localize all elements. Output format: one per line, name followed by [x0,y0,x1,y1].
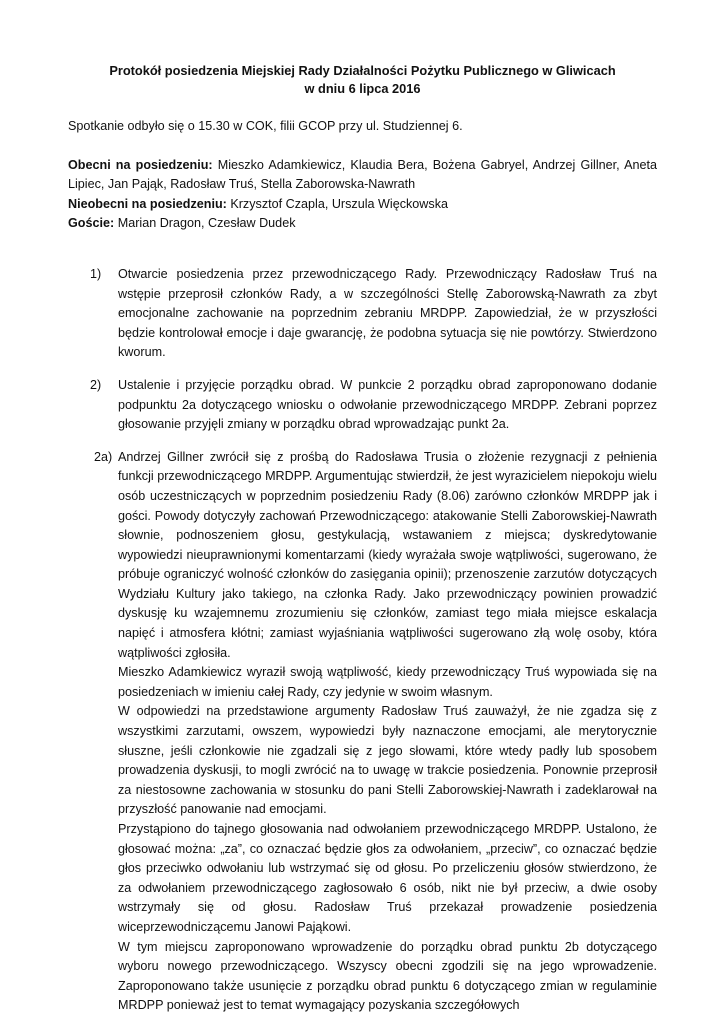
item-paragraph: W tym miejscu zaproponowano wprowadzenie do porządku obrad punktu 2b dotyczącego wyboru nowego przewodniczącego. Wszyscy obecni zgodzili się na jego wprowadzenie. Zaproponowano także usunięcie z porządku obrad punktu 6 dotyczącego zmian w regulaminie MRDPP ponieważ jest to temat wymagający pozyskania szczegółowych [118,939,657,1013]
item-paragraph: Andrzej Gillner zwrócił się z prośbą do Radosława Trusia o złożenie rezygnacji z pełnienia funkcji przewodniczącego MRDPP. Argumentując stwierdził, że jest wyrazicielem niepokoju wielu osób uczestniczących w poprzednim posiedzeniu Rady (8.06) zarówno członków MRDPP jak i gości. Powody dotyczyły zachowań Przewodniczącego: atakowanie Stelli Zaborowskiej-Nawrath słownie, podnoszeniem głosu, gestykulacją, wstawaniem z miejsca; dyskredytowanie wypowiedzi nieuprawnionymi komentarzami (kiedy wyrażała swoje wątpliwości, sugerowano, że próbuje ograniczyć wolność członków do zasięgania opinii); przenoszenie zarzutów dotyczących Wydziału Kultury jako takiego, na członka Rady. Jako przewodniczący powinien prowadzić dyskusję ku wzajemnemu zrozumieniu się członków, zamiast tego miała miejsce eskalacja napięć i atmosfera kłótni; zamiast wyjaśniania wątpliwości sugerowano złą wolę osoby, która wątpliwości zgłosiła. [118,449,657,660]
item-text: Otwarcie posiedzenia przez przewodniczącego Rady. Przewodniczący Radosław Truś na wstępie przeprosił członków Rady, a w szczególności Stellę Zaborowską-Nawrath za zbyt emocjonalne zachowanie na poprzednim zebraniu MRDPP. Zapowiedział, że w przyszłości będzie kontrolował emocje i daje gwarancję, że podobna sytuacja się nie powtórzy. Stwierdzono kworum. [118,266,657,360]
item-text: Ustalenie i przyjęcie porządku obrad. W punkcie 2 porządku obrad zaproponowano dodanie podpunktu 2a dotyczącego wniosku o odwołanie przewodniczącego MRDPP. Zebrani poprzez głosowanie przyjęli zmiany w porządku obrad wprowadzając punkt 2a. [118,377,657,432]
agenda-list [68,265,657,1016]
item-number: 2) [90,377,102,392]
item-number: 2a) [94,449,113,464]
absent-names: Krzysztof Czapla, Urszula Więckowska [226,196,448,211]
item-paragraph: Przystąpiono do tajnego głosowania nad odwołaniem przewodniczącego MRDPP. Ustalono, że głosować można: „za”, co oznaczać będzie głos za odwołaniem, „przeciw”, co oznaczać będzie głos przeciwko odwołaniu lub wstrzymać się od głosu. Po przeliczeniu głosów stwierdzono, że za odwołaniem przewodniczącego zagłosowało 6 osób, nikt nie był przeciw, a dwie osoby wstrzymały się od głosu. Radosław Truś przekazał prowadzenie posiedzenia wiceprzewodniczącemu Janowi Pająkowi. [118,822,657,934]
guests-label: Goście: [68,216,115,231]
present-label: Obecni na posiedzeniu: [68,157,213,172]
absent-label: Nieobecni na posiedzeniu: [68,196,227,211]
agenda-item-2 [68,376,657,435]
item-number: 1) [90,266,102,281]
guests-line [68,214,657,234]
guests-names: Marian Dragon, Czesław Dudek [114,216,296,231]
title-line-1: Protokół posiedzenia Miejskiej Rady Działalności Pożytku Publicznego w Gliwicach [109,63,616,78]
present-line [68,156,657,195]
item-paragraph: W odpowiedzi na przedstawione argumenty Radosław Truś zauważył, że nie zgadza się z wszystkimi zarzutami, owszem, wypowiedzi były naznaczone emocjami, ale merytorycznie słuszne, jeśli członkowie nie zgadzali się z jego słowami, które wtedy padły lub sposobem prowadzenia dyskusji, to mogli zwrócić na to uwagę w trakcie posiedzenia. Ponownie przeprosił za niestosowne zachowania w stosunku do pani Stelli Zaborowskiej-Nawrath i zadeklarował na przyszłość panowanie nad emocjami. [118,704,657,817]
present-names: Mieszko Adamkiewicz, Klaudia Bera, Bożena Gabryel, Andrzej Gillner, Aneta Lipiec, Jan Pająk, Radosław Truś, Stella Zaborowska-Nawrath [68,157,657,192]
agenda-item-2a [68,448,657,1016]
absent-line [68,195,657,215]
agenda-item-1 [68,265,657,363]
item-paragraph: Mieszko Adamkiewicz wyraził swoją wątpliwość, kiedy przewodniczący Truś wypowiada się na posiedzeniach w imieniu całej Rady, czy jedynie w swoim własnym. [118,665,657,699]
title-line-2: w dniu 6 lipca 2016 [304,81,421,96]
document-title [68,62,657,98]
meeting-info: Spotkanie odbyło się o 15.30 w COK, filii GCOP przy ul. Studziennej 6. [68,119,463,133]
